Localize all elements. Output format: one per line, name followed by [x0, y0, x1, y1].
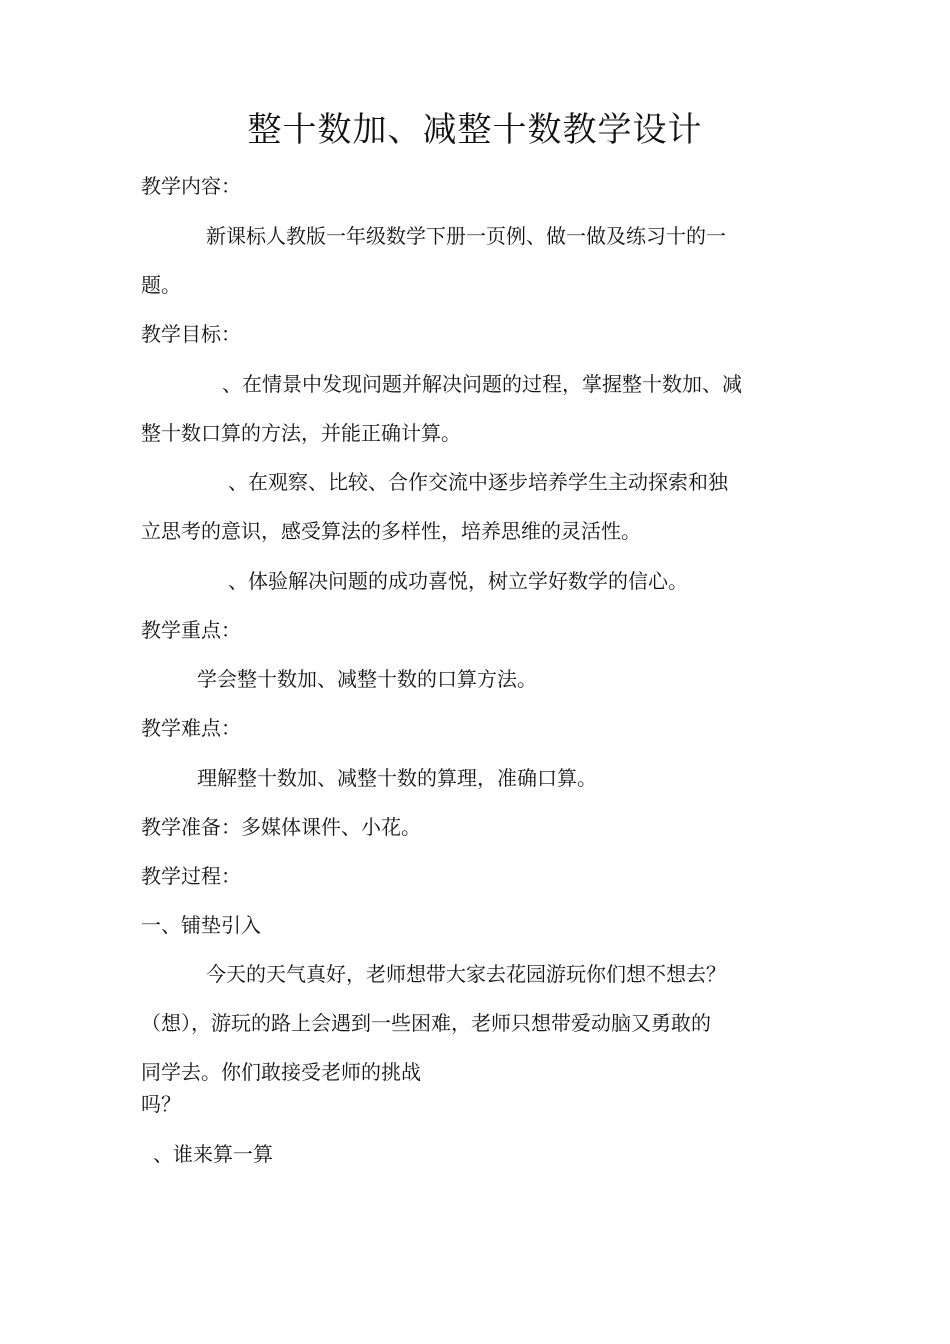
difficult-point-text: 理解整十数加、减整十数的算理，准确口算。	[197, 766, 597, 790]
goal-2-line-2: 立思考的意识，感受算法的多样性，培养思维的灵活性。	[141, 519, 641, 543]
section-1-heading: 一、铺垫引入	[141, 913, 261, 937]
preparation: 教学准备：多媒体课件、小花。	[141, 815, 421, 839]
paragraph-line-1: 今天的天气真好，老师想带大家去花园游玩你们想不想去？	[206, 962, 726, 986]
paragraph-line-4: 吗？	[141, 1092, 181, 1116]
key-point-heading: 教学重点：	[141, 618, 241, 642]
difficult-point-heading: 教学难点：	[141, 716, 241, 740]
goal-1-line-2: 整十数口算的方法，并能正确计算。	[141, 421, 461, 445]
goal-2-line-1: 、在观察、比较、合作交流中逐步培养学生主动探索和独	[228, 470, 728, 494]
page-title: 整十数加、减整十数教学设计	[247, 110, 703, 150]
goal-1-line-1: 、在情景中发现问题并解决问题的过程，掌握整十数加、减	[222, 372, 742, 396]
content-heading: 教学内容：	[141, 174, 241, 198]
content-line-2: 题。	[141, 273, 181, 297]
paragraph-line-2: （想），游玩的路上会遇到一些困难，老师只想带爱动脑又勇敢的	[141, 1011, 711, 1035]
goals-heading: 教学目标：	[141, 322, 241, 346]
key-point-text: 学会整十数加、减整十数的口算方法。	[197, 667, 537, 691]
goal-3: 、体验解决问题的成功喜悦，树立学好数学的信心。	[228, 569, 688, 593]
content-line-1: 新课标人教版一年级数学下册一页例、做一做及练习十的一	[206, 224, 726, 248]
paragraph-line-3: 同学去。你们敢接受老师的挑战	[141, 1060, 421, 1084]
process-heading: 教学过程：	[141, 864, 241, 888]
item-1: 、谁来算一算	[153, 1142, 273, 1166]
